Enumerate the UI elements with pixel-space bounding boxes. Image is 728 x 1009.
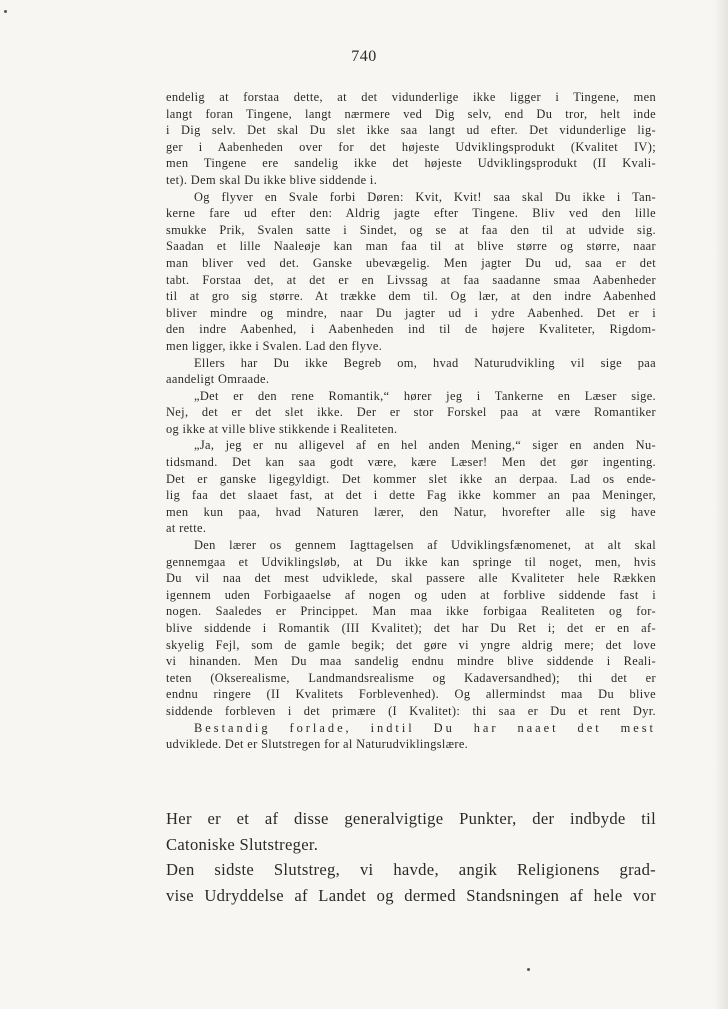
text-line: men kun paa, hvad Naturen lærer, den Natur, hvorefter alle sig have <box>166 504 656 519</box>
text-line: nogen. Saaledes er Princippet. Man maa ikke forbigaa Realiteten og for- <box>166 604 656 619</box>
page-edge-shadow <box>714 0 728 1009</box>
large-text-line: Den sidste Slutstreg, vi havde, angik Religionens grad- <box>166 860 656 879</box>
text-line: aandeligt Omraade. <box>166 372 270 387</box>
text-line: i Dig selv. Det skal Du slet ikke saa langt ud efter. Det vidunderlige lig- <box>166 123 656 138</box>
scan-speck <box>4 10 7 13</box>
text-line: smukke Prik, Svalen satte i Sindet, og se at faa den til at udvide sig. <box>166 222 656 237</box>
large-text-line: vise Udryddelse af Landet og dermed Standsningen af hele vor <box>166 885 656 905</box>
spaced-emphasis-line: Bestandig forlade, indtil Du har naaet det mest <box>194 720 656 735</box>
text-line: vi hinanden. Men Du maa sandelig endnu mindre blive siddende i Reali- <box>166 654 656 669</box>
text-line: langt foran Tingene, langt nærmere ved Dig selv, end Du tror, helt inde <box>166 106 656 121</box>
page-number: 740 <box>351 48 377 65</box>
text-line: bliver mindre og mindre, naar Du jagter ud i ydre Aabenhed. Det er i <box>166 305 656 320</box>
text-line: endelig at forstaa dette, at det vidunderlige ikke ligger i Tingene, men <box>166 90 656 104</box>
text-line: Nej, det er det slet ikke. Der er stor Forskel paa at være Romantiker <box>166 405 656 420</box>
text-line: siddende forbleven i det primære (I Kvalitet): thi saa er Du et rent Dyr. <box>166 703 656 718</box>
text-line: Saadan et lille Naaleøje kan man faa til at blive større og større, naar <box>166 239 656 254</box>
text-line: igennem uden Forbigaaelse af nogen og uden at forblive siddende fast i <box>166 587 656 602</box>
text-line: men ligger, ikke i Svalen. Lad den flyve. <box>166 338 383 353</box>
large-text-line: Her er et af disse generalvigtige Punkter, der indbyde til <box>166 809 656 828</box>
paragraph-start: Ellers har Du ikke Begreb om, hvad Naturudvikling vil sige paa <box>194 355 656 370</box>
text-line: Det er ganske ligegyldigt. Det kommer slet ikke an derpaa. Lad os ende- <box>166 471 656 486</box>
scan-speck <box>527 968 530 971</box>
text-line: lig faa det slaaet fast, at det i dette Fag ikke kommer an paa Meninger, <box>166 488 656 503</box>
body-text <box>166 89 656 753</box>
text-line: til at gro sig større. At trække dem til. Og lær, at den indre Aabenhed <box>166 289 656 304</box>
large-text-section <box>166 806 656 908</box>
text-line: tabt. Forstaa det, at det er en Livssag at faa saadanne smaa Aabenheder <box>166 272 656 287</box>
text-line: skyelig Fejl, som de gamle begik; det gøre vi yngre aldrig mere; det love <box>166 637 656 652</box>
text-line: tidsmand. Det kan saa godt være, kære Læser! Men det gør ingenting. <box>166 455 656 470</box>
text-line: endnu ringere (II Kvalitets Forblevenhed). Og allermindst maa Du blive <box>166 687 656 702</box>
large-text-line: Catoniske Slutstreger. <box>166 834 319 854</box>
text-line: at rette. <box>166 521 207 536</box>
paragraph-start: Den lærer os gennem Iagttagelsen af Udviklingsfænomenet, at alt skal <box>194 538 656 553</box>
paragraph-start: „Ja, jeg er nu alligevel af en hel anden Mening,“ siger en anden Nu- <box>194 438 656 453</box>
text-line: ger i Aabenheden over for det højeste Udviklingsprodukt (Kvalitet IV); <box>166 139 656 154</box>
text-line: gennemgaa et Udviklingsløb, at Du ikke kan springe til noget, men, hvis <box>166 554 656 569</box>
text-line: kerne fare ud efter den: Aldrig jagte efter Tingene. Bliv ved den lille <box>166 206 656 221</box>
text-line: udviklede. Det er Slutstregen for al Naturudviklingslære. <box>166 737 469 752</box>
text-line: men Tingene ere sandelig ikke det højeste Udviklingsprodukt (II Kvali- <box>166 156 656 171</box>
text-line: og ikke at ville blive stikkende i Realiteten. <box>166 421 398 436</box>
text-line: den indre Aabenhed, i Aabenheden ind til de højere Kvaliteter, Rigdom- <box>166 322 656 337</box>
text-line: teten (Okserealisme, Landmandsrealisme og Kadaversandhed); thi det er <box>166 670 656 685</box>
text-line: man bliver ved det. Ganske ubevægelig. Men jagter Du ud, saa er det <box>166 255 656 270</box>
paragraph-start: „Det er den rene Romantik,“ hører jeg i Tankerne en Læser sige. <box>194 388 656 403</box>
text-line: blive siddende i Romantik (III Kvalitet); det har Du Ret i; det er en af- <box>166 621 656 635</box>
paragraph-start: Og flyver en Svale forbi Døren: Kvit, Kvit! saa skal Du ikke i Tan- <box>194 189 656 204</box>
text-line: tet). Dem skal Du ikke blive siddende i. <box>166 172 378 187</box>
text-line: Du vil naa det mest udviklede, skal passere alle Kvaliteter hele Rækken <box>166 571 656 586</box>
